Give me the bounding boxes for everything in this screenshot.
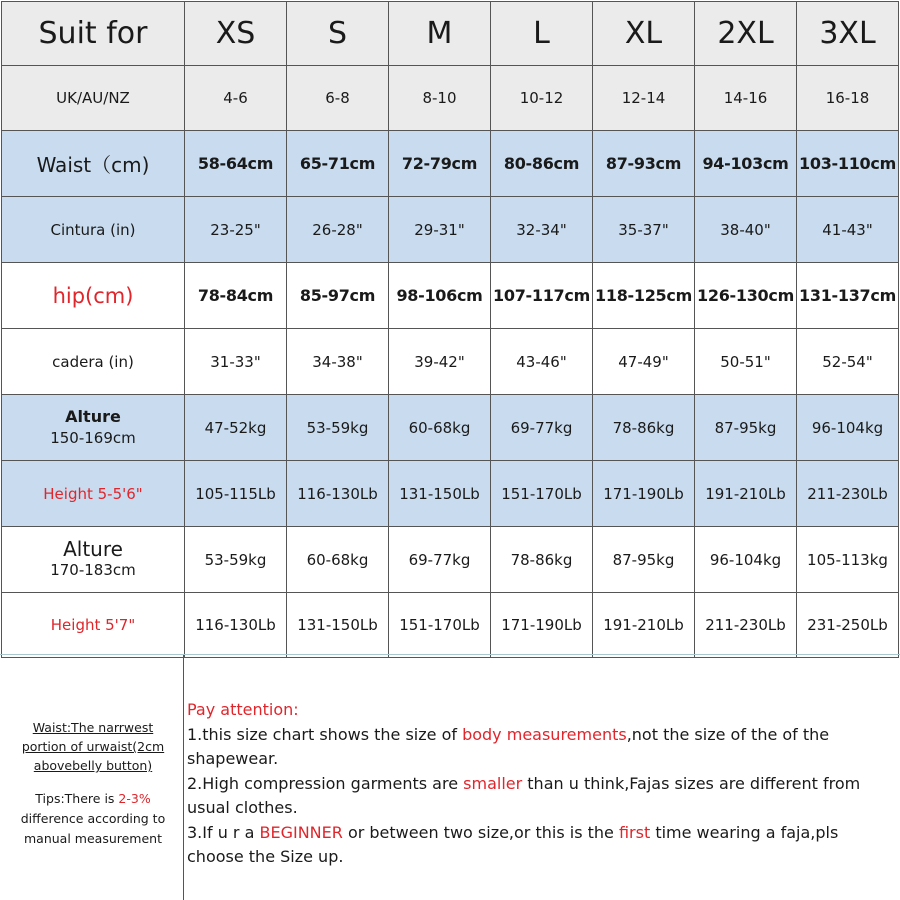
weight-kg-row-1 xyxy=(2,395,899,461)
note-line: abovebelly button) xyxy=(33,758,153,773)
table-cell: 32-34" xyxy=(491,197,593,263)
region-value: 14-16 xyxy=(695,66,797,131)
row-label-sub: 170-183cm xyxy=(50,560,136,579)
attention-highlight: body measurements xyxy=(462,724,627,744)
table-cell: 29-31" xyxy=(389,197,491,263)
size-chart-table xyxy=(1,1,899,658)
table-cell: 211-230Lb xyxy=(797,461,899,527)
table-cell: 126-130cm xyxy=(695,263,797,329)
attention-text: than u think,Fajas sizes are different from usual clothes. xyxy=(187,773,861,817)
table-cell: 47-49" xyxy=(593,329,695,395)
notes-column-divider xyxy=(183,655,184,900)
attention-highlight: first xyxy=(618,822,651,842)
attention-text: time wearing a faja,pls choose the Size up. xyxy=(187,822,839,866)
weight-lb-row-1 xyxy=(2,461,899,527)
attention-text: or between two size,or this is the xyxy=(342,822,619,842)
table-cell: 52-54" xyxy=(797,329,899,395)
table-cell: 69-77kg xyxy=(491,395,593,461)
table-cell: 171-190Lb xyxy=(593,461,695,527)
region-label: UK/AU/NZ xyxy=(2,66,185,131)
size-3xl: 3XL xyxy=(797,2,899,66)
region-value: 10-12 xyxy=(491,66,593,131)
table-cell: 103-110cm xyxy=(797,131,899,197)
note-line: Waist:The narrwest xyxy=(32,720,154,735)
table-cell: 80-86cm xyxy=(491,131,593,197)
size-s: S xyxy=(287,2,389,66)
table-cell: 78-86kg xyxy=(593,395,695,461)
table-cell: 38-40" xyxy=(695,197,797,263)
table-cell: 131-137cm xyxy=(797,263,899,329)
table-cell: 53-59kg xyxy=(287,395,389,461)
table-cell: 69-77kg xyxy=(389,527,491,593)
region-value: 8-10 xyxy=(389,66,491,131)
table-cell: 131-150Lb xyxy=(389,461,491,527)
table-cell: 191-210Lb xyxy=(593,593,695,658)
attention-text: 2.High compression garments are xyxy=(187,773,464,793)
table-cell: 94-103cm xyxy=(695,131,797,197)
table-cell: 23-25" xyxy=(185,197,287,263)
table-cell: 131-150Lb xyxy=(287,593,389,658)
size-xs: XS xyxy=(185,2,287,66)
row-label-main: Alture xyxy=(63,536,123,561)
attention-item-3 xyxy=(187,821,887,870)
table-cell: 26-28" xyxy=(287,197,389,263)
size-xl: XL xyxy=(593,2,695,66)
attention-title: Pay attention: xyxy=(187,700,299,719)
row-label: Height 5-5'6" xyxy=(2,461,185,527)
row-label: Cintura (in) xyxy=(2,197,185,263)
table-cell: 31-33" xyxy=(185,329,287,395)
table-cell: 35-37" xyxy=(593,197,695,263)
table-cell: 34-38" xyxy=(287,329,389,395)
table-cell: 72-79cm xyxy=(389,131,491,197)
attention-highlight: smaller xyxy=(463,773,523,793)
attention-item-1 xyxy=(187,723,887,772)
table-cell: 105-115Lb xyxy=(185,461,287,527)
table-cell: 87-95kg xyxy=(695,395,797,461)
region-value: 4-6 xyxy=(185,66,287,131)
table-cell: 60-68kg xyxy=(287,527,389,593)
table-cell: 116-130Lb xyxy=(185,593,287,658)
attention-highlight: BEGINNER xyxy=(259,822,343,842)
table-cell: 191-210Lb xyxy=(695,461,797,527)
table-cell: 151-170Lb xyxy=(389,593,491,658)
table-cell: 47-52kg xyxy=(185,395,287,461)
table-cell: 116-130Lb xyxy=(287,461,389,527)
row-label xyxy=(2,395,185,461)
table-cell: 151-170Lb xyxy=(491,461,593,527)
table-cell: 98-106cm xyxy=(389,263,491,329)
region-value: 6-8 xyxy=(287,66,389,131)
table-cell: 43-46" xyxy=(491,329,593,395)
size-2xl: 2XL xyxy=(695,2,797,66)
row-label-main: Alture xyxy=(65,406,121,426)
table-cell: 87-95kg xyxy=(593,527,695,593)
table-cell: 211-230Lb xyxy=(695,593,797,658)
table-cell: 118-125cm xyxy=(593,263,695,329)
table-cell: 65-71cm xyxy=(287,131,389,197)
weight-kg-row-2 xyxy=(2,527,899,593)
table-cell: 96-104kg xyxy=(695,527,797,593)
attention-text: ,not the size of the of the shapewear. xyxy=(187,724,830,768)
tips-text: difference according to xyxy=(20,811,166,826)
row-label xyxy=(2,527,185,593)
table-cell: 58-64cm xyxy=(185,131,287,197)
region-row xyxy=(2,66,899,131)
table-cell: 53-59kg xyxy=(185,527,287,593)
table-cell: 41-43" xyxy=(797,197,899,263)
header-label: Suit for xyxy=(2,2,185,66)
table-cell: 60-68kg xyxy=(389,395,491,461)
size-header-row xyxy=(2,2,899,66)
table-cell: 78-84cm xyxy=(185,263,287,329)
pay-attention-block xyxy=(187,698,887,870)
table-cell: 39-42" xyxy=(389,329,491,395)
attention-text: 3.If u r a xyxy=(187,822,260,842)
size-m: M xyxy=(389,2,491,66)
note-line: portion of urwaist(2cm xyxy=(21,739,165,754)
row-label: cadera (in) xyxy=(2,329,185,395)
waist-cm-row xyxy=(2,131,899,197)
table-cell: 231-250Lb xyxy=(797,593,899,658)
tips-text: manual measurement xyxy=(24,831,162,846)
weight-lb-row-2 xyxy=(2,593,899,658)
waist-in-row xyxy=(2,197,899,263)
region-value: 12-14 xyxy=(593,66,695,131)
row-label: Waist（cm) xyxy=(2,131,185,197)
attention-text: 1.this size chart shows the size of xyxy=(187,724,463,744)
row-label-sub: 150-169cm xyxy=(50,428,136,447)
waist-measurement-note xyxy=(10,718,176,849)
table-cell: 87-93cm xyxy=(593,131,695,197)
row-label: Height 5'7" xyxy=(2,593,185,658)
attention-item-2 xyxy=(187,772,887,821)
table-cell: 50-51" xyxy=(695,329,797,395)
table-cell: 78-86kg xyxy=(491,527,593,593)
table-cell: 171-190Lb xyxy=(491,593,593,658)
table-cell: 85-97cm xyxy=(287,263,389,329)
tips-percent: 2-3% xyxy=(118,791,151,806)
table-cell: 107-117cm xyxy=(491,263,593,329)
table-cell: 96-104kg xyxy=(797,395,899,461)
tips-text: Tips:There is xyxy=(35,791,119,806)
region-value: 16-18 xyxy=(797,66,899,131)
tips-note xyxy=(10,789,176,849)
notes-divider xyxy=(0,654,900,655)
size-l: L xyxy=(491,2,593,66)
hip-cm-row xyxy=(2,263,899,329)
row-label: hip(cm) xyxy=(2,263,185,329)
hip-in-row xyxy=(2,329,899,395)
table-cell: 105-113kg xyxy=(797,527,899,593)
